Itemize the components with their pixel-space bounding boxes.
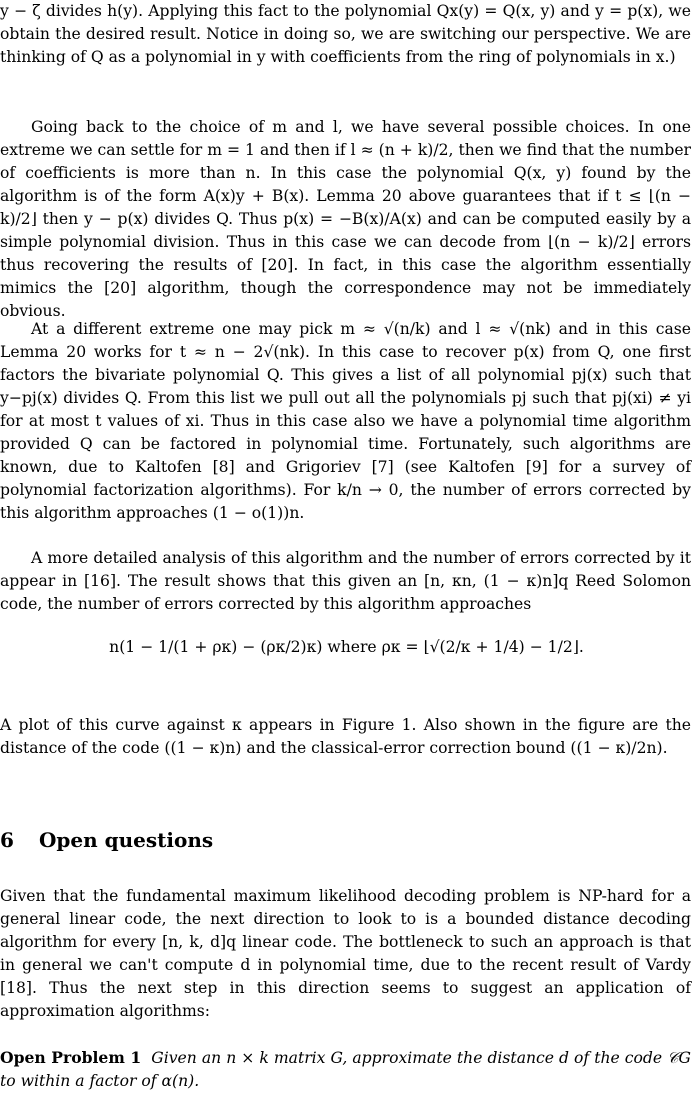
- open-problem-statement: Given an n × k matrix G, approximate the distance d of the code 𝒞G to within a factor of α(n).: [0, 1049, 692, 1090]
- open-problem: [0, 1046, 691, 1093]
- paragraph-plot-description: A plot of this curve against κ appears in Figure 1. Also shown in the figure are the distance of the code ((1 − κ)n) and the classical-error correction bound ((1 − κ)/2n).: [0, 716, 691, 757]
- paragraph-open-questions-intro: Given that the fundamental maximum likelihood decoding problem is NP-hard for a general linear code, the next direction to look to is a bounded distance decoding algorithm for every [n, k, d]q linear code. The bottleneck to such an approach is that in general we can't compute d in polynomial time, due to the recent result of Vardy [18]. Thus the next step in this direction seems to suggest an application of approximation algorithms:: [0, 887, 691, 1020]
- paragraph-extreme-m1: Going back to the choice of m and l, we have several possible choices. In one extreme we can settle for m = 1 and then if l ≈ (n + k)/2, then we find that the number of coefficients is more than n. In this case the polynomial Q(x, y) found by the algorithm is of the form A(x)y + B(x). Lemma 20 above guarantees that if t ≤ ⌊(n − k)/2⌋ then y − p(x) divides Q. Thus p(x) = −B(x)/A(x) and can be computed easily by a simple polynomial division. Thus in this case we can decode from ⌊(n − k)/2⌋ errors thus recovering the results of [20]. In fact, in this case the algorithm essentially mimics the [20] algorithm, though the correspondence may not be immediately obvious.: [0, 118, 691, 320]
- open-problem-label: Open Problem 1: [0, 1048, 142, 1067]
- paragraph-proof-end: y − ζ divides h(y). Applying this fact to the polynomial Qx(y) = Q(x, y) and y = p(x), we obtain the desired result. Notice in doing so, we are switching our perspective. We are thinking of Q as a polynomial in y with coefficients from the ring of polynomials in x.): [0, 2, 691, 66]
- display-formula: n(1 − 1/(1 + ρκ) − (ρκ/2)κ) where ρκ = ⌊√(2/κ + 1/4) − 1/2⌋.: [109, 638, 584, 656]
- section-number: 6: [0, 828, 14, 852]
- section-heading: [0, 828, 213, 852]
- paragraph-detailed-analysis: A more detailed analysis of this algorithm and the number of errors corrected by it appear in [16]. The result shows that this given an [n, κn, (1 − κ)n]q Reed Solomon code, the number of errors corrected by this algorithm approaches: [0, 549, 691, 613]
- paragraph-extreme-sqrt: At a different extreme one may pick m ≈ √(n/k) and l ≈ √(nk) and in this case Lemma 20 works for t ≈ n − 2√(nk). In this case to recover p(x) from Q, one first factors the bivariate polynomial Q. This gives a list of all polynomial pj(x) such that y−pj(x) divides Q. From this list we pull out all the polynomials pj such that pj(xi) ≠ yi for at most t values of xi. Thus in this case also we have a polynomial time algorithm provided Q can be factored in polynomial time. Fortunately, such algorithms are known, due to Kaltofen [8] and Grigoriev [7] (see Kaltofen [9] for a survey of polynomial factorization algorithms). For k/n → 0, the number of errors corrected by this algorithm approaches (1 − o(1))n.: [0, 320, 691, 522]
- section-title: Open questions: [39, 828, 214, 852]
